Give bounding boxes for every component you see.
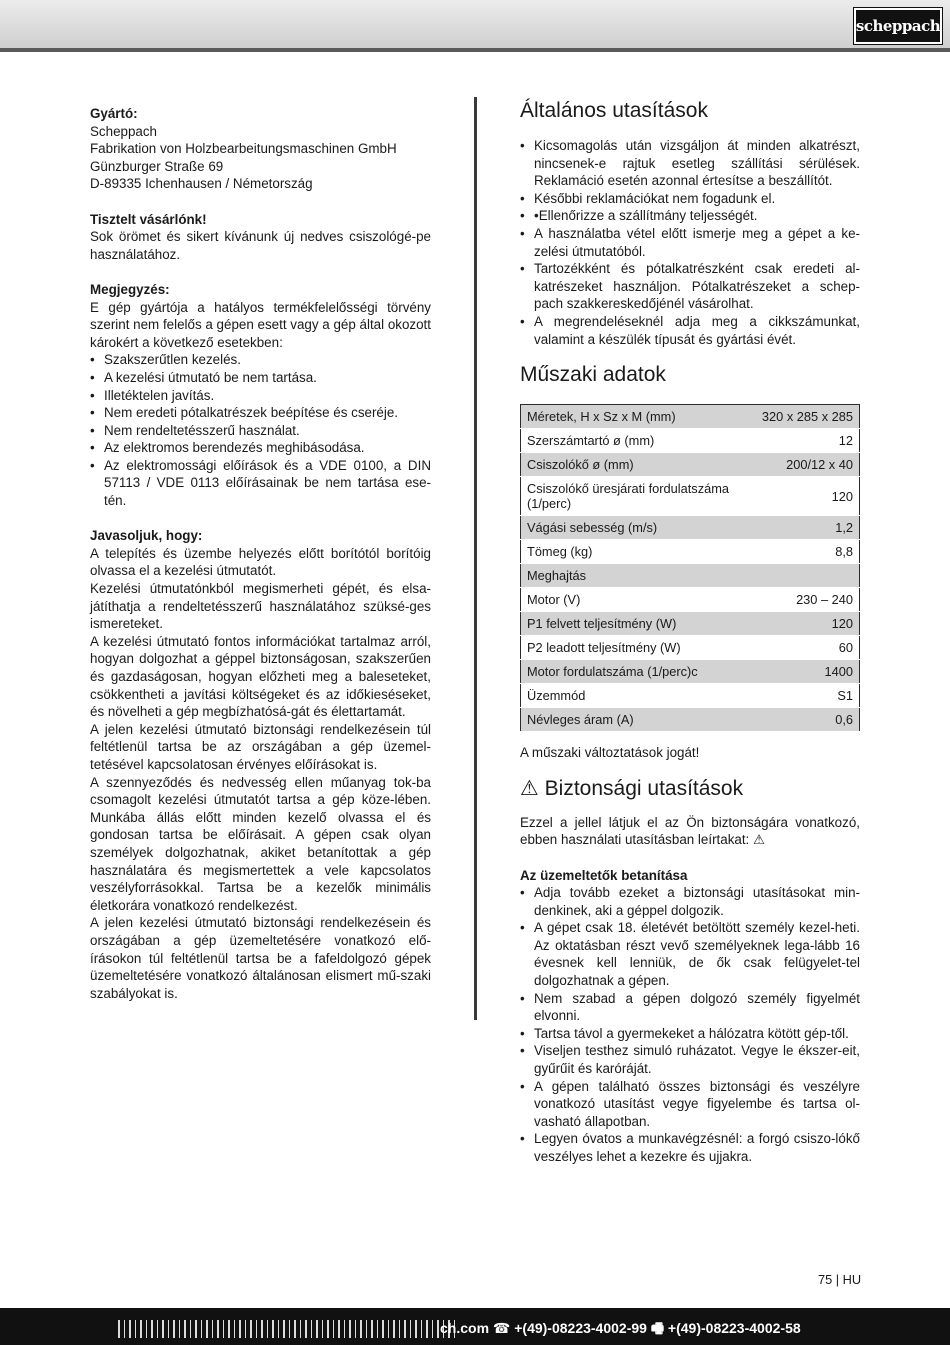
note-heading: Megjegyzés:: [90, 281, 170, 297]
manufacturer-line: Scheppach: [90, 123, 158, 139]
list-item: • A megrendeléseknél adja meg a cikkszámunkat, valamint a készülék típusát és gyártási évét.: [520, 313, 860, 347]
left-column: [90, 105, 431, 1002]
list-item: • Az elektromos berendezés meghibásodása.: [90, 440, 365, 456]
list-item: • Adja tovább ezeket a biztonsági utasításokat min-denkinek, aki a géppel dolgozik.: [520, 885, 860, 918]
table-row: Névleges áram (A) 0,6: [521, 708, 860, 732]
list-item: • Nem szabad a gépen dolgozó személy figyelmét elvonni.: [520, 990, 860, 1024]
training-list: [520, 884, 860, 1166]
list-item: • Legyen óvatos a munkavégzésnél: a forgó csiszo-lókő veszélyes lehet a kezekre és ujjakra.: [520, 1131, 860, 1164]
right-column: [520, 98, 860, 1166]
warning-icon: ⚠: [520, 776, 539, 800]
manufacturer-line: D-89335 Ichenhausen / Németország: [90, 176, 313, 192]
list-item: • Tartozékként és pótalkatrészként csak eredeti al-katrészeket használjon. Pótalkatrészeket a schep-pach szakkereskedőjénél vásárolhat.: [520, 261, 860, 312]
page-number: 75 | HU: [818, 1272, 862, 1287]
manufacturer-line: Günzburger Straße 69: [90, 158, 224, 174]
tech-note: A műszaki változtatások jogát!: [520, 745, 700, 761]
table-row: Motor fordulatszáma (1/perc)c 1400: [521, 660, 860, 684]
recommend-paragraph: A telepítés és üzembe helyezés előtt borítótól borítóig olvassa el a kezelési útmutatót.: [90, 545, 431, 579]
recommend-paragraph: A kezelési útmutató fontos információkat tartalmaz arról, hogyan dolgozhat a géppel biztonságosan, szakszerűen és gazdaságosan, hogyan előzheti meg a baleseteket, csökkentheti a javítási költségeket és az időkieséseket, és növelheti a gép megbízhatósá-gát és élettartamát.: [90, 633, 431, 720]
list-item: • Kicsomagolás után vizsgáljon át minden alkatrészt, nincsenek-e rajtuk esetleg szállítási sérülések. Reklamáció esetén azonnal értesítse a beszállítót.: [520, 138, 860, 189]
note-text: E gép gyártója a hatályos termékfelelősségi törvény szerint nem felelős a gépen esett vagy a gép által okozott károkért a következő esetekben:: [90, 299, 431, 350]
general-list: [520, 137, 860, 348]
safety-title: ⚠ Biztonsági utasítások: [520, 776, 744, 800]
tech-title: Műszaki adatok: [520, 363, 666, 387]
table-row: Üzemmód S1: [521, 684, 860, 708]
list-item: • Tartsa távol a gyermekeket a hálózatra kötött gép-től.: [520, 1025, 849, 1041]
recommend-heading: Javasoljuk, hogy:: [90, 528, 203, 544]
list-item: • •Ellenőrizze a szállítmány teljességét.: [520, 208, 758, 224]
list-item: • A kezelési útmutató be nem tartása.: [90, 369, 317, 385]
header-bar: [0, 0, 950, 52]
note-list: [90, 351, 431, 509]
table-row: Csiszolókő üresjárati fordulatszáma (1/perc) 120: [521, 477, 860, 516]
list-item: • Későbbi reklamációkat nem fogadunk el.: [520, 190, 776, 206]
list-item: • Szakszerűtlen kezelés.: [90, 352, 241, 368]
list-item: • Nem eredeti pótalkatrészek beépítése és cseréje.: [90, 405, 399, 421]
warning-icon: ⚠: [753, 832, 766, 848]
list-item: • A használatba vétel előtt ismerje meg a gépet a ke-zelési útmutatóból.: [520, 225, 860, 259]
greeting-heading: Tisztelt vásárlónk!: [90, 211, 207, 227]
table-row: Szerszámtartó ø (mm) 12: [521, 429, 860, 453]
recommend-paragraph: A szennyeződés és nedvesség ellen műanyag tok-ba csomagolt kezelési útmutatót tartsa a gép köze-lében. Munkába állás előtt minden kezelő olvassa el és gondosan tartsa be előírásait. A gépen csak olyan személyek dolgozhatnak, akiket betanítottak a gép használatára és megismertettek a vele kapcsolatos veszélyforrásokkal. Tartsa be a kezelők minimális életkorára vonatkozó rendelkezést.: [90, 774, 431, 913]
recommend-paragraph: A jelen kezelési útmutató biztonsági rendelkezésein túl feltétlenül tartsa be az országában a gép üzemel-tetésével kapcsolatosan érvényes előírásokat is.: [90, 721, 431, 772]
list-item: • A gépen található összes biztonsági és veszélyre vonatkozó utasítást vegye figyelembe és tartsa ol-vasható állapotban.: [520, 1078, 860, 1129]
list-item: • Az elektromossági előírások és a VDE 0100, a DIN 57113 / VDE 0113 előírásainak be nem tartása ese-tén.: [90, 457, 431, 509]
recommend-paragraph: Kezelési útmutatónkból megismerheti gépét, és elsa-játíthatja a rendeltetésszerű használatához szüksé-ges ismereteket.: [90, 581, 431, 632]
manufacturer-heading: Gyártó:: [90, 106, 138, 121]
brand-logo: scheppach: [854, 8, 942, 44]
footer-bar: [0, 1308, 950, 1345]
table-row: Csiszolókő ø (mm) 200/12 x 40: [521, 453, 860, 477]
tech-data-table: [520, 404, 860, 732]
manufacturer-line: Fabrikation von Holzbearbeitungsmaschinen GmbH: [90, 141, 397, 157]
training-heading: Az üzemeltetők betanítása: [520, 867, 688, 883]
list-item: • Viseljen testhez simuló ruházatot. Vegye le ékszer-eit, gyűrűit és karóráját.: [520, 1043, 860, 1077]
list-item: • A gépet csak 18. életévét betöltött személy kezel-heti. Az oktatásban részt vevő személyeknek lega-lább 16 évesnek kell lenniük, de ők csak felügyelet-tel dolgozhatnak a gépen.: [520, 920, 860, 989]
list-item: • Nem rendeltetésszerű használat.: [90, 422, 300, 438]
safety-intro: Ezzel a jellel látjuk el az Ön biztonságára vonatkozó, ebben használati utasításban leírtakat: ⚠: [520, 814, 860, 848]
table-row: Tömeg (kg) 8,8: [521, 540, 860, 564]
table-row: Motor (V) 230 – 240: [521, 588, 860, 612]
table-row: P1 felvett teljesítmény (W) 120: [521, 612, 860, 636]
recommend-paragraph: A jelen kezelési útmutató biztonsági rendelkezésein és országában a gép üzemeltetésére vonatkozó elő-írásokon túl feltétlenül tartsa be a fafeldolgozó gépek üzemeltetésére vonatkozó általánosan elismert mű-szaki szabályokat is.: [90, 915, 431, 1001]
table-row: Méretek, H x Sz x M (mm) 320 x 285 x 285: [521, 405, 860, 429]
footer-contact: ch.com ☎ +(49)-08223-4002-99 🖷 +(49)-08223-4002-58: [440, 1320, 801, 1336]
general-title: Általános utasítások: [520, 99, 708, 122]
greeting-text: Sok örömet és sikert kívánunk új nedves csiszológé-pe használatához.: [90, 229, 431, 262]
column-divider: [474, 97, 477, 1020]
list-item: • Illetéktelen javítás.: [90, 387, 215, 403]
table-row: Meghajtás: [521, 564, 860, 588]
table-row: P2 leadott teljesítmény (W) 60: [521, 636, 860, 660]
footer-graphic: [118, 1320, 458, 1338]
table-row: Vágási sebesség (m/s) 1,2: [521, 516, 860, 540]
